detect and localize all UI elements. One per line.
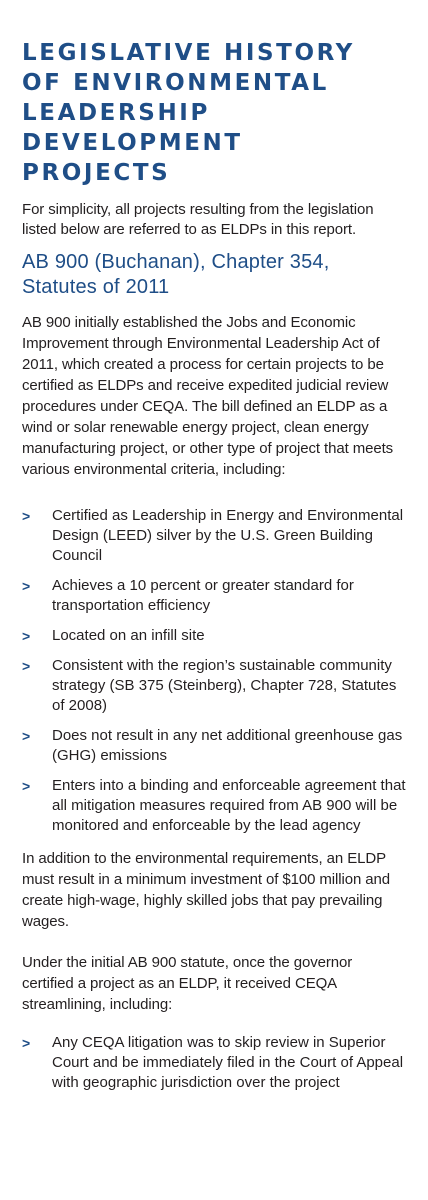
title-line: PROJECTS bbox=[22, 160, 171, 186]
list-item-text: Does not result in any net additional greenhouse gas (GHG) emissions bbox=[52, 727, 403, 764]
list-item-text: Enters into a binding and enforceable agreement that all mitigation measures required from AB 900 will be monitored and enforceable by the lead agency bbox=[52, 777, 406, 834]
list-item-text: Achieves a 10 percent or greater standard for transportation efficiency bbox=[52, 577, 354, 614]
body-paragraph: In addition to the environmental requirements, an ELDP must result in a minimum investment of $100 million and create high-wage, highly skilled jobs that pay prevailing wages. bbox=[22, 850, 390, 930]
chevron-right-icon: > bbox=[22, 778, 31, 794]
chevron-right-icon: > bbox=[22, 658, 31, 674]
section-heading bbox=[22, 250, 406, 300]
title-line: OF ENVIRONMENTAL bbox=[22, 70, 329, 96]
intro-paragraph: For simplicity, all projects resulting from the legislation listed below are referred to as ELDPs in this report. bbox=[22, 201, 374, 238]
chevron-right-icon: > bbox=[22, 578, 31, 594]
chevron-right-icon: > bbox=[22, 1035, 31, 1051]
list-item bbox=[22, 656, 406, 716]
chevron-right-icon: > bbox=[22, 508, 31, 524]
title-line: LEADERSHIP DEVELOPMENT bbox=[22, 100, 243, 156]
list-item bbox=[22, 776, 406, 836]
list-item-text: Any CEQA litigation was to skip review in Superior Court and be immediately filed in the Court of Appeal with geographic jurisdiction over the project bbox=[52, 1034, 404, 1091]
page-title bbox=[22, 38, 406, 188]
list-item bbox=[22, 726, 406, 766]
list-item bbox=[22, 506, 406, 566]
list-item bbox=[22, 1033, 406, 1093]
list-item bbox=[22, 626, 406, 646]
streamlining-list bbox=[22, 1033, 406, 1093]
title-line: LEGISLATIVE HISTORY bbox=[22, 40, 355, 66]
body-paragraph: Under the initial AB 900 statute, once the governor certified a project as an ELDP, it received CEQA streamlining, including: bbox=[22, 954, 353, 1013]
chevron-right-icon: > bbox=[22, 628, 31, 644]
body-paragraph: AB 900 initially established the Jobs and Economic Improvement through Environmental Leadership Act of 2011, which created a process for certain projects to be certified as ELDPs and receive expedited judicial review procedures under CEQA. The bill defined an ELDP as a wind or solar renewable energy project, clean energy manufacturing project, or other type of project that meets various environmental criteria, including: bbox=[22, 314, 394, 478]
list-item-text: Certified as Leadership in Energy and Environmental Design (LEED) silver by the U.S. Green Building Council bbox=[52, 507, 404, 564]
list-item-text: Consistent with the region’s sustainable community strategy (SB 375 (Steinberg), Chapter 728, Statutes of 2008) bbox=[52, 657, 397, 714]
list-item-text: Located on an infill site bbox=[52, 627, 205, 644]
chevron-right-icon: > bbox=[22, 728, 31, 744]
section-heading-line: Statutes of 2011 bbox=[22, 276, 170, 298]
list-item bbox=[22, 576, 406, 616]
section-heading-line: AB 900 (Buchanan), Chapter 354, bbox=[22, 251, 330, 273]
criteria-list bbox=[22, 506, 406, 836]
